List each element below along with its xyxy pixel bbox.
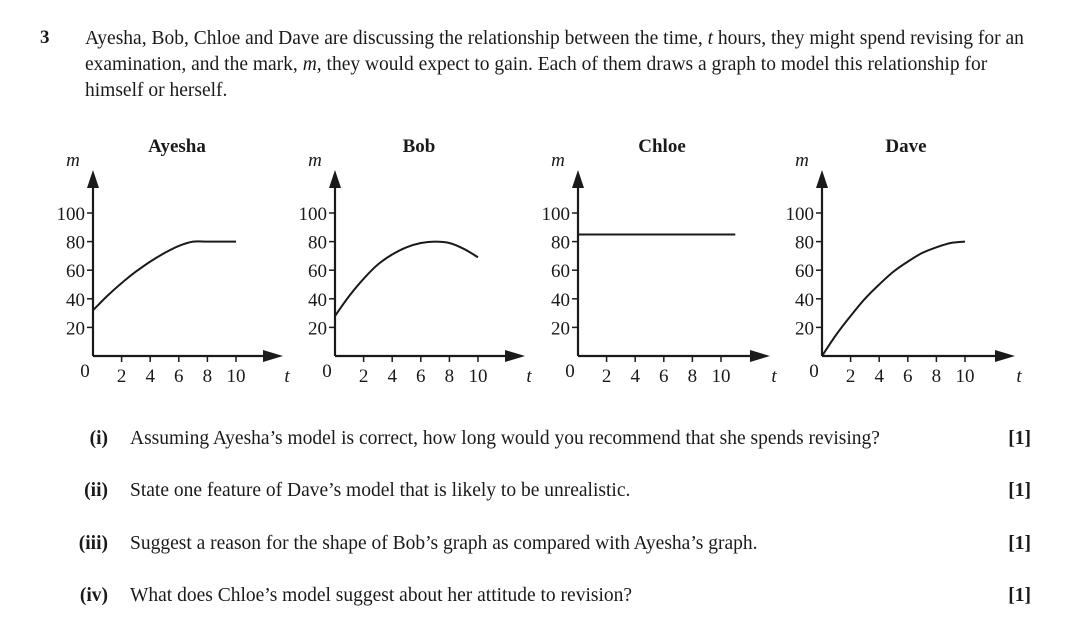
chloe-x-tick-label-2: 2	[601, 366, 612, 387]
chloe-y-tick-label-100: 100	[541, 204, 570, 225]
bob-chart-title: Bob	[402, 136, 436, 157]
ayesha-y-tick-label-60: 60	[66, 261, 85, 283]
bob-origin-label: 0	[322, 361, 332, 382]
part-ii	[0, 480, 1091, 506]
ayesha-x-tick-label-8: 8	[202, 366, 213, 387]
dave-x-axis-label: t	[1016, 366, 1022, 387]
ayesha-x-tick-label-10: 10	[226, 366, 246, 387]
bob-y-tick-label-80: 80	[308, 232, 327, 254]
ayesha-y-axis-arrow	[87, 170, 99, 188]
intro-variable-t: t	[707, 28, 714, 49]
intro-text-3: , they would expect to gain. Each of them draws a graph to model this relationship for himself or herself.	[85, 54, 988, 101]
ayesha-y-tick-label-40: 40	[66, 289, 85, 311]
ayesha-y-axis-label: m	[66, 150, 80, 171]
bob-y-tick-label-100: 100	[298, 204, 327, 225]
ayesha-x-tick-label-2: 2	[116, 366, 127, 387]
dave-series-line	[822, 242, 965, 356]
chloe-chart-title: Chloe	[638, 136, 686, 157]
chloe-x-tick-label-8: 8	[687, 366, 698, 387]
chloe-origin-label: 0	[565, 361, 575, 382]
bob-y-tick-label-60: 60	[308, 261, 327, 283]
chloe-x-tick-label-4: 4	[630, 366, 640, 387]
dave-x-tick-label-4: 4	[874, 366, 884, 387]
chloe-x-axis-arrow	[750, 350, 770, 362]
part-iii-marks: [1]	[1008, 533, 1031, 554]
dave-x-axis-arrow	[995, 350, 1015, 362]
chloe-y-tick-label-60: 60	[551, 261, 570, 283]
dave-y-tick-label-60: 60	[795, 261, 814, 283]
ayesha-y-tick-label-20: 20	[66, 318, 85, 340]
chloe-y-tick-label-20: 20	[551, 318, 570, 340]
ayesha-y-tick-label-80: 80	[66, 232, 85, 254]
chloe-x-axis-label: t	[771, 366, 777, 387]
bob-series-line	[335, 242, 478, 316]
ayesha-x-axis-label: t	[284, 366, 290, 387]
part-iv-marks: [1]	[1008, 585, 1031, 606]
part-i	[0, 428, 1091, 454]
dave-y-tick-label-40: 40	[795, 289, 814, 311]
part-iv-label: (iv)	[79, 585, 108, 606]
chloe-y-tick-label-40: 40	[551, 289, 570, 311]
ayesha-chart-title: Ayesha	[148, 136, 206, 157]
question-number: 3	[40, 27, 50, 48]
ayesha-x-tick-label-6: 6	[174, 366, 184, 387]
dave-y-tick-label-80: 80	[795, 232, 814, 254]
dave-x-tick-label-8: 8	[931, 366, 942, 387]
part-iii-text: Suggest a reason for the shape of Bob’s graph as compared with Ayesha’s graph.	[130, 533, 758, 554]
dave-x-tick-label-6: 6	[903, 366, 913, 387]
part-iv	[0, 585, 1091, 611]
chloe-y-tick-label-80: 80	[551, 232, 570, 254]
ayesha-x-axis-arrow	[263, 350, 283, 362]
graphs-panel	[0, 128, 1091, 398]
dave-y-axis-label: m	[795, 150, 809, 171]
dave-origin-label: 0	[809, 361, 819, 382]
question-intro	[85, 26, 1045, 104]
bob-y-axis-label: m	[308, 150, 322, 171]
ayesha-series-line	[93, 241, 236, 310]
ayesha-y-tick-label-100: 100	[56, 204, 85, 225]
bob-x-tick-label-4: 4	[387, 366, 397, 387]
dave-chart-title: Dave	[885, 136, 927, 157]
bob-y-axis-arrow	[329, 170, 341, 188]
bob-x-tick-label-10: 10	[468, 366, 488, 387]
intro-variable-m: m	[302, 54, 317, 75]
bob-x-tick-label-2: 2	[358, 366, 369, 387]
ayesha-origin-label: 0	[80, 361, 90, 382]
bob-x-axis-label: t	[526, 366, 532, 387]
bob-x-tick-label-6: 6	[416, 366, 426, 387]
part-ii-label: (ii)	[84, 480, 108, 501]
intro-text-1: Ayesha, Bob, Chloe and Dave are discussing the relationship between the time,	[85, 28, 708, 49]
chloe-x-tick-label-10: 10	[711, 366, 731, 387]
intro-text-2: hours, they might spend revising for an examination, and the mark,	[85, 28, 1024, 75]
part-iii	[0, 533, 1091, 559]
part-i-label: (i)	[89, 428, 108, 449]
bob-x-axis-arrow	[505, 350, 525, 362]
ayesha-x-tick-label-4: 4	[145, 366, 155, 387]
dave-y-axis-arrow	[816, 170, 828, 188]
dave-y-tick-label-100: 100	[785, 204, 814, 225]
dave-y-tick-label-20: 20	[795, 318, 814, 340]
part-iv-text: What does Chloe’s model suggest about her attitude to revision?	[130, 585, 633, 606]
part-i-text: Assuming Ayesha’s model is correct, how long would you recommend that she spends revising?	[130, 428, 880, 449]
part-i-marks: [1]	[1008, 428, 1031, 449]
chloe-x-tick-label-6: 6	[659, 366, 669, 387]
bob-x-tick-label-8: 8	[444, 366, 455, 387]
part-ii-text: State one feature of Dave’s model that is likely to be unrealistic.	[130, 480, 631, 501]
dave-x-tick-label-2: 2	[845, 366, 856, 387]
part-iii-label: (iii)	[78, 533, 108, 554]
bob-y-tick-label-40: 40	[308, 289, 327, 311]
part-ii-marks: [1]	[1008, 480, 1031, 501]
chloe-y-axis-arrow	[572, 170, 584, 188]
chloe-y-axis-label: m	[551, 150, 565, 171]
dave-x-tick-label-10: 10	[955, 366, 975, 387]
bob-y-tick-label-20: 20	[308, 318, 327, 340]
